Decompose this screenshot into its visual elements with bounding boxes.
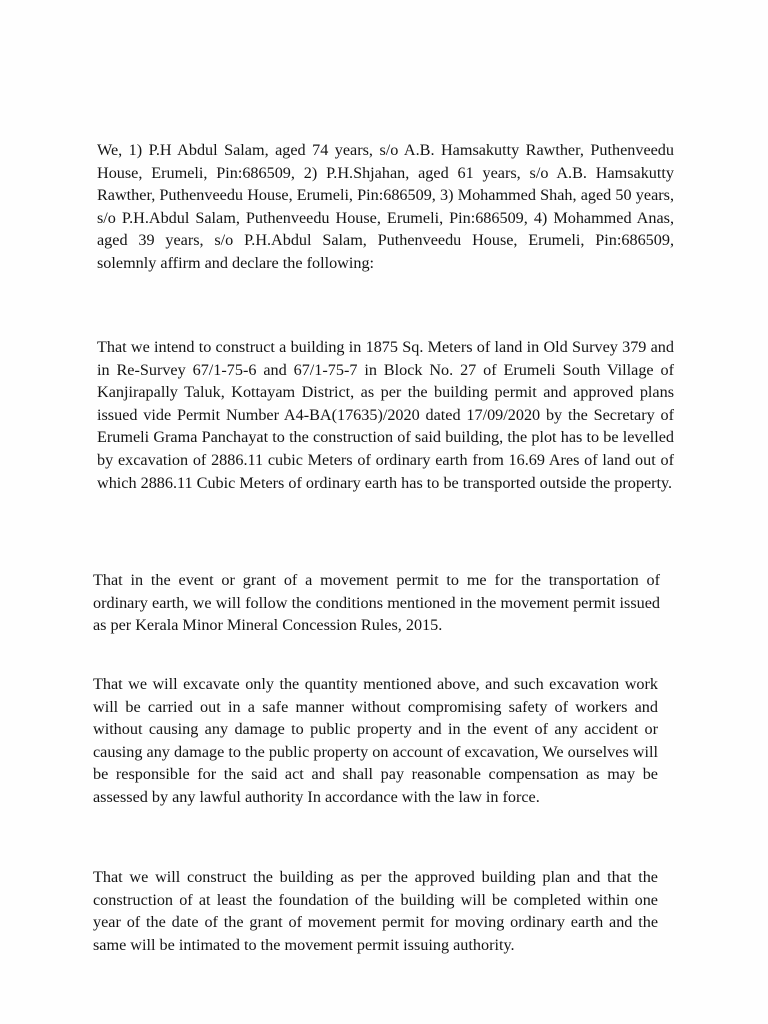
excavation-safety-paragraph: That we will excavate only the quantity mentioned above, and such excavation work will be carried out in a safe manner without compromising safety of workers and without causing any damage to public property and in the event of any accident or causing any damage to the public property on account of excavation, We ourselves will be responsible for the said act and shall pay reasonable compensation as may be assessed by any lawful authority In accordance with the law in force.: [93, 675, 658, 806]
movement-permit-paragraph: That in the event or grant of a movement permit to me for the transportation of ordinary earth, we will follow the conditions mentioned in the movement permit issued as per Kerala Minor Mineral Concession Rules, 2015.: [93, 571, 660, 635]
construction-intent-paragraph: That we intend to construct a building in 1875 Sq. Meters of land in Old Survey 379 and in Re-Survey 67/1-75-6 and 67/1-75-7 in Block No. 27 of Erumeli South Village of Kanjirapally Taluk, Kottayam District, as per the building permit and approved plans issued vide Permit Number A4-BA(17635)/2020 dated 17/09/2020 by the Secretary of Erumeli Grama Panchayat to the construction of said building, the plot has to be levelled by excavation of 2886.11 cubic Meters of ordinary earth from 16.69 Ares of land out of which 2886.11 Cubic Meters of ordinary earth has to be transported outside the property.: [97, 338, 674, 492]
construction-completion-paragraph: That we will construct the building as per the approved building plan and that the construction of at least the foundation of the building will be completed within one year of the date of the grant of movement permit for moving ordinary earth and the same will be intimated to the movement permit issuing authority.: [93, 868, 658, 954]
declarant-details-paragraph: We, 1) P.H Abdul Salam, aged 74 years, s/o A.B. Hamsakutty Rawther, Puthenveedu House, Erumeli, Pin:686509, 2) P.H.Shjahan, aged 61 years, s/o A.B. Hamsakutty Rawther, Puthenveedu House, Erumeli, Pin:686509, 3) Mohammed Shah, aged 50 years, s/o P.H.Abdul Salam, Puthenveedu House, Erumeli, Pin:686509, 4) Mohammed Anas, aged 39 years, s/o P.H.Abdul Salam, Puthenveedu House, Erumeli, Pin:686509, solemnly affirm and declare the following:: [97, 141, 674, 272]
